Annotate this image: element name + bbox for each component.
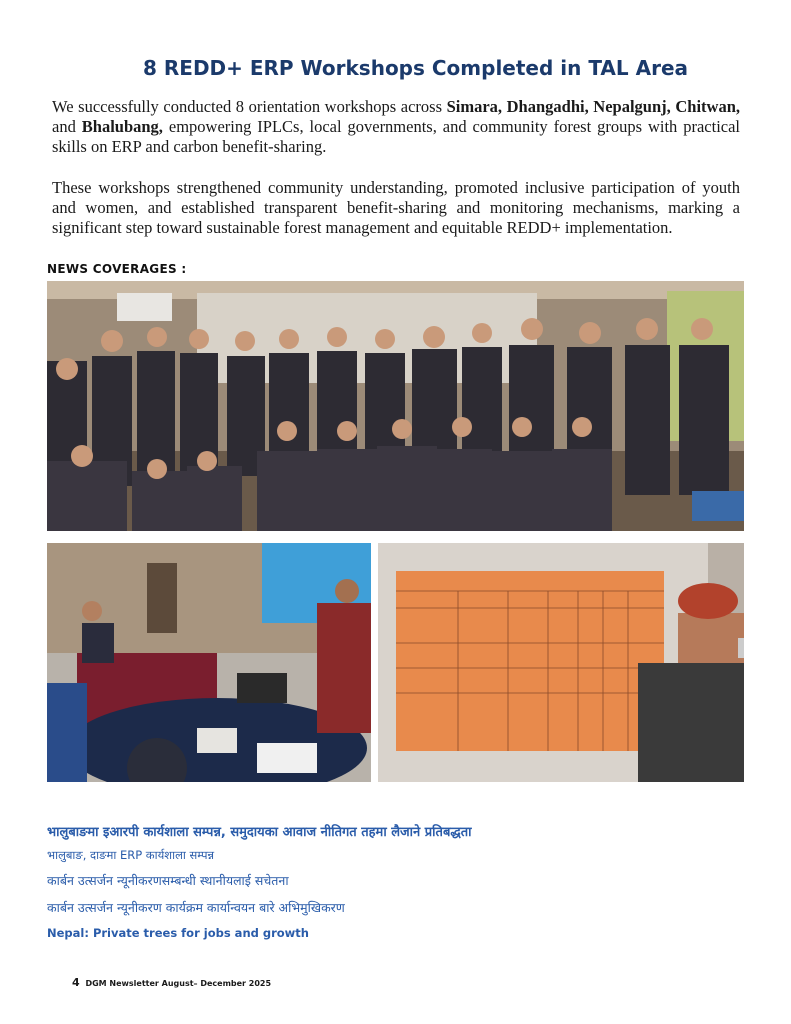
footer-text: DGM Newsletter August– December 2025 — [85, 979, 272, 988]
page-number: 4 — [72, 976, 80, 989]
news-coverages-label: NEWS COVERAGES : — [47, 262, 187, 276]
intro-locations: Simara, Dhangadhi, Nepalgunj, Chitwan, — [446, 97, 740, 116]
news-link-carbon-awareness[interactable]: कार्बन उत्सर्जन न्यूनीकरणसम्बन्धी स्थानीयलाई सचेतना — [47, 873, 289, 888]
news-link-bhalubang-dang-erp[interactable]: भालुबाङ, दाङमा ERP कार्यशाला सम्पन्न — [47, 848, 215, 862]
impact-paragraph: These workshops strengthened community understanding, promoted inclusive participation of youth and women, and established transparent benefit-sharing and monitoring mechanisms, marking a significant step toward sustainable forest management and equitable REDD+ implementation. — [52, 178, 740, 237]
intro-location-bhalubang: Bhalubang, — [81, 117, 163, 136]
intro-text-3: empowering IPLCs, local governments, and community forest groups with practical skills on ERP and carbon benefit-sharing. — [52, 117, 741, 156]
news-links — [47, 822, 747, 940]
intro-text-1: We successfully conducted 8 orientation workshops across — [52, 97, 447, 116]
workshop-photo — [47, 543, 371, 782]
news-link-bhalubang-erp-commitment[interactable]: भालुबाङमा इआरपी कार्यशाला सम्पन्न, समुदायका आवाज नीतिगत तहमा लैजाने प्रतिबद्धता — [47, 825, 472, 840]
group-photo — [47, 281, 744, 531]
news-link-carbon-program-orientation[interactable]: कार्बन उत्सर्जन न्यूनीकरण कार्यक्रम कार्यान्वयन बारे अभिमुखिकरण — [47, 900, 345, 915]
chart-paper-photo — [378, 543, 744, 782]
intro-paragraph — [52, 97, 740, 157]
page-title: 8 REDD+ ERP Workshops Completed in TAL Area — [143, 56, 688, 80]
intro-text-2: and — [52, 117, 82, 136]
news-link-private-trees[interactable]: Nepal: Private trees for jobs and growth — [47, 926, 309, 940]
page-footer — [72, 976, 271, 989]
